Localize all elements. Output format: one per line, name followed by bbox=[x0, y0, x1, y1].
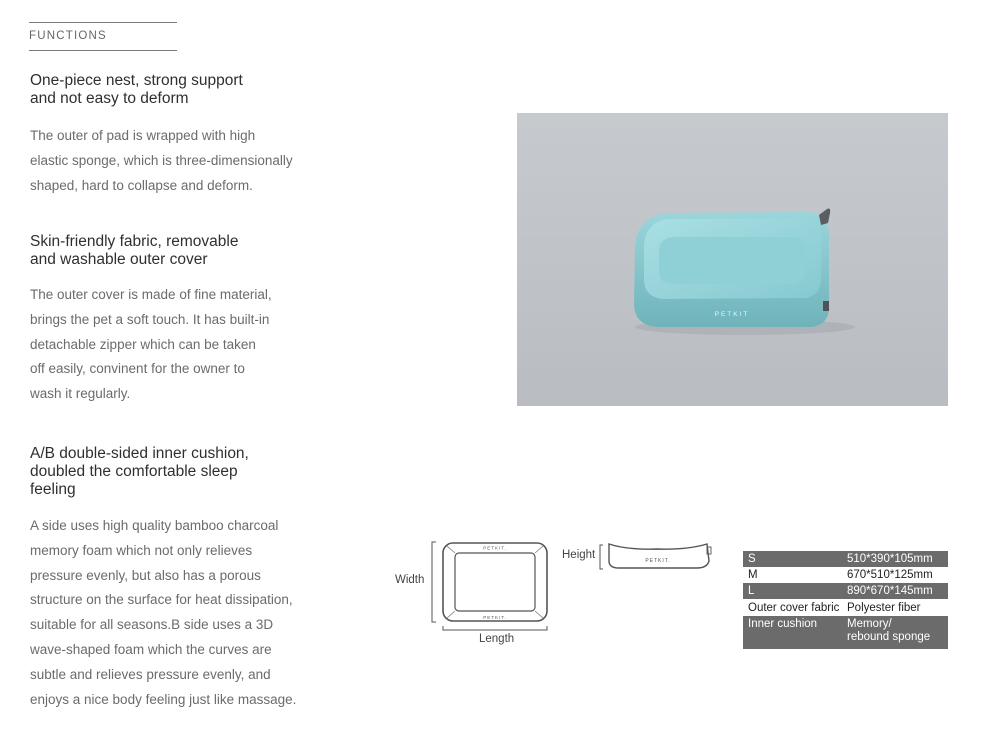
bed-corner-lines bbox=[447, 546, 543, 618]
feature-desc-line: The outer of pad is wrapped with high bbox=[30, 128, 256, 143]
feature-desc-line: wash it regularly. bbox=[30, 386, 131, 402]
length-label: Length bbox=[479, 633, 515, 645]
side-bed-outline bbox=[609, 544, 709, 568]
width-bracket bbox=[432, 542, 436, 622]
diagram-brand-mark-side: PETKIT. bbox=[645, 558, 671, 564]
cushion-outline bbox=[455, 553, 535, 611]
feature-title-fabric bbox=[30, 233, 330, 269]
spec-row-s bbox=[743, 551, 948, 567]
spec-row-l bbox=[743, 583, 948, 599]
bed-tab bbox=[819, 209, 830, 226]
spec-value: Polyester fiber bbox=[847, 602, 921, 614]
bed-brand-mark: PETKIT bbox=[714, 311, 750, 318]
spec-row-inner-cushion bbox=[743, 616, 948, 649]
spec-key: L bbox=[748, 585, 755, 597]
spec-table bbox=[743, 551, 948, 649]
feature-title-line: feeling bbox=[30, 481, 76, 498]
feature-desc-line: structure on the surface for heat dissipation, bbox=[30, 592, 293, 608]
spec-value bbox=[847, 618, 948, 649]
spec-key: S bbox=[748, 553, 756, 565]
bed-outline bbox=[443, 543, 547, 621]
diagram-brand-mark-top: PETKIT. bbox=[483, 545, 507, 551]
feature-desc-line: detachable zipper which can be taken bbox=[30, 336, 256, 352]
feature-desc-line: wave-shaped foam which the curves are bbox=[30, 641, 272, 657]
width-label: Width bbox=[395, 574, 425, 586]
spec-row-m bbox=[743, 568, 948, 583]
feature-desc-line: enjoys a nice body feeling just like massage. bbox=[30, 691, 297, 707]
feature-desc-line: suitable for all seasons.B side uses a 3D bbox=[30, 617, 274, 633]
height-bracket bbox=[600, 545, 603, 569]
bed-cushion bbox=[659, 237, 806, 284]
feature-desc-line: shaped, hard to collapse and deform. bbox=[30, 177, 253, 193]
feature-desc-line: pressure evenly, but also has a porous bbox=[30, 567, 261, 583]
spec-value: 670*510*125mm bbox=[847, 569, 933, 581]
feature-desc-line: memory foam which not only relieves bbox=[30, 542, 253, 558]
spec-value-line: Memory/ bbox=[847, 618, 892, 630]
spec-row-outer-cover bbox=[743, 600, 948, 616]
feature-title-support bbox=[30, 72, 330, 108]
spec-value-line: rebound sponge bbox=[847, 631, 931, 643]
diagram-brand-mark-bottom: PETKIT. bbox=[483, 615, 507, 620]
product-photo bbox=[517, 113, 948, 406]
section-bottom-rule bbox=[29, 50, 177, 51]
section-top-rule bbox=[29, 22, 177, 23]
spec-value: 510*390*105mm bbox=[847, 553, 933, 565]
feature-desc-cushion bbox=[30, 514, 320, 712]
length-bracket bbox=[443, 626, 547, 630]
feature-desc-line: elastic sponge, which is three-dimensionally bbox=[30, 152, 293, 168]
spec-key: M bbox=[748, 569, 758, 581]
feature-desc-line: The outer cover is made of fine material, bbox=[30, 287, 272, 302]
bed-zipper-tab bbox=[823, 301, 829, 311]
feature-title-line: Skin-friendly fabric, removable bbox=[30, 233, 239, 250]
feature-desc-line: A side uses high quality bamboo charcoal bbox=[30, 518, 279, 533]
feature-desc-line: brings the pet a soft touch. It has built-in bbox=[30, 311, 270, 327]
feature-desc-support bbox=[30, 124, 320, 198]
feature-desc-fabric bbox=[30, 283, 320, 407]
feature-title-line: One-piece nest, strong support bbox=[30, 72, 243, 89]
feature-title-line: doubled the comfortable sleep bbox=[30, 463, 238, 480]
feature-desc-line: off easily, convinent for the owner to bbox=[30, 361, 245, 377]
feature-title-cushion bbox=[30, 445, 330, 499]
height-label: Height bbox=[562, 549, 596, 561]
spec-key: Outer cover fabric bbox=[748, 602, 840, 614]
section-label: FUNCTIONS bbox=[29, 30, 107, 42]
top-view-diagram bbox=[425, 536, 555, 634]
side-view-diagram bbox=[597, 539, 715, 573]
feature-title-line: and washable outer cover bbox=[30, 251, 208, 268]
feature-desc-line: subtle and relieves pressure evenly, and bbox=[30, 666, 271, 682]
feature-title-line: A/B double-sided inner cushion, bbox=[30, 445, 249, 462]
feature-title-line: and not easy to deform bbox=[30, 90, 189, 107]
pet-bed-illustration bbox=[517, 113, 948, 406]
spec-key: Inner cushion bbox=[748, 618, 818, 630]
spec-value: 890*670*145mm bbox=[847, 585, 933, 597]
